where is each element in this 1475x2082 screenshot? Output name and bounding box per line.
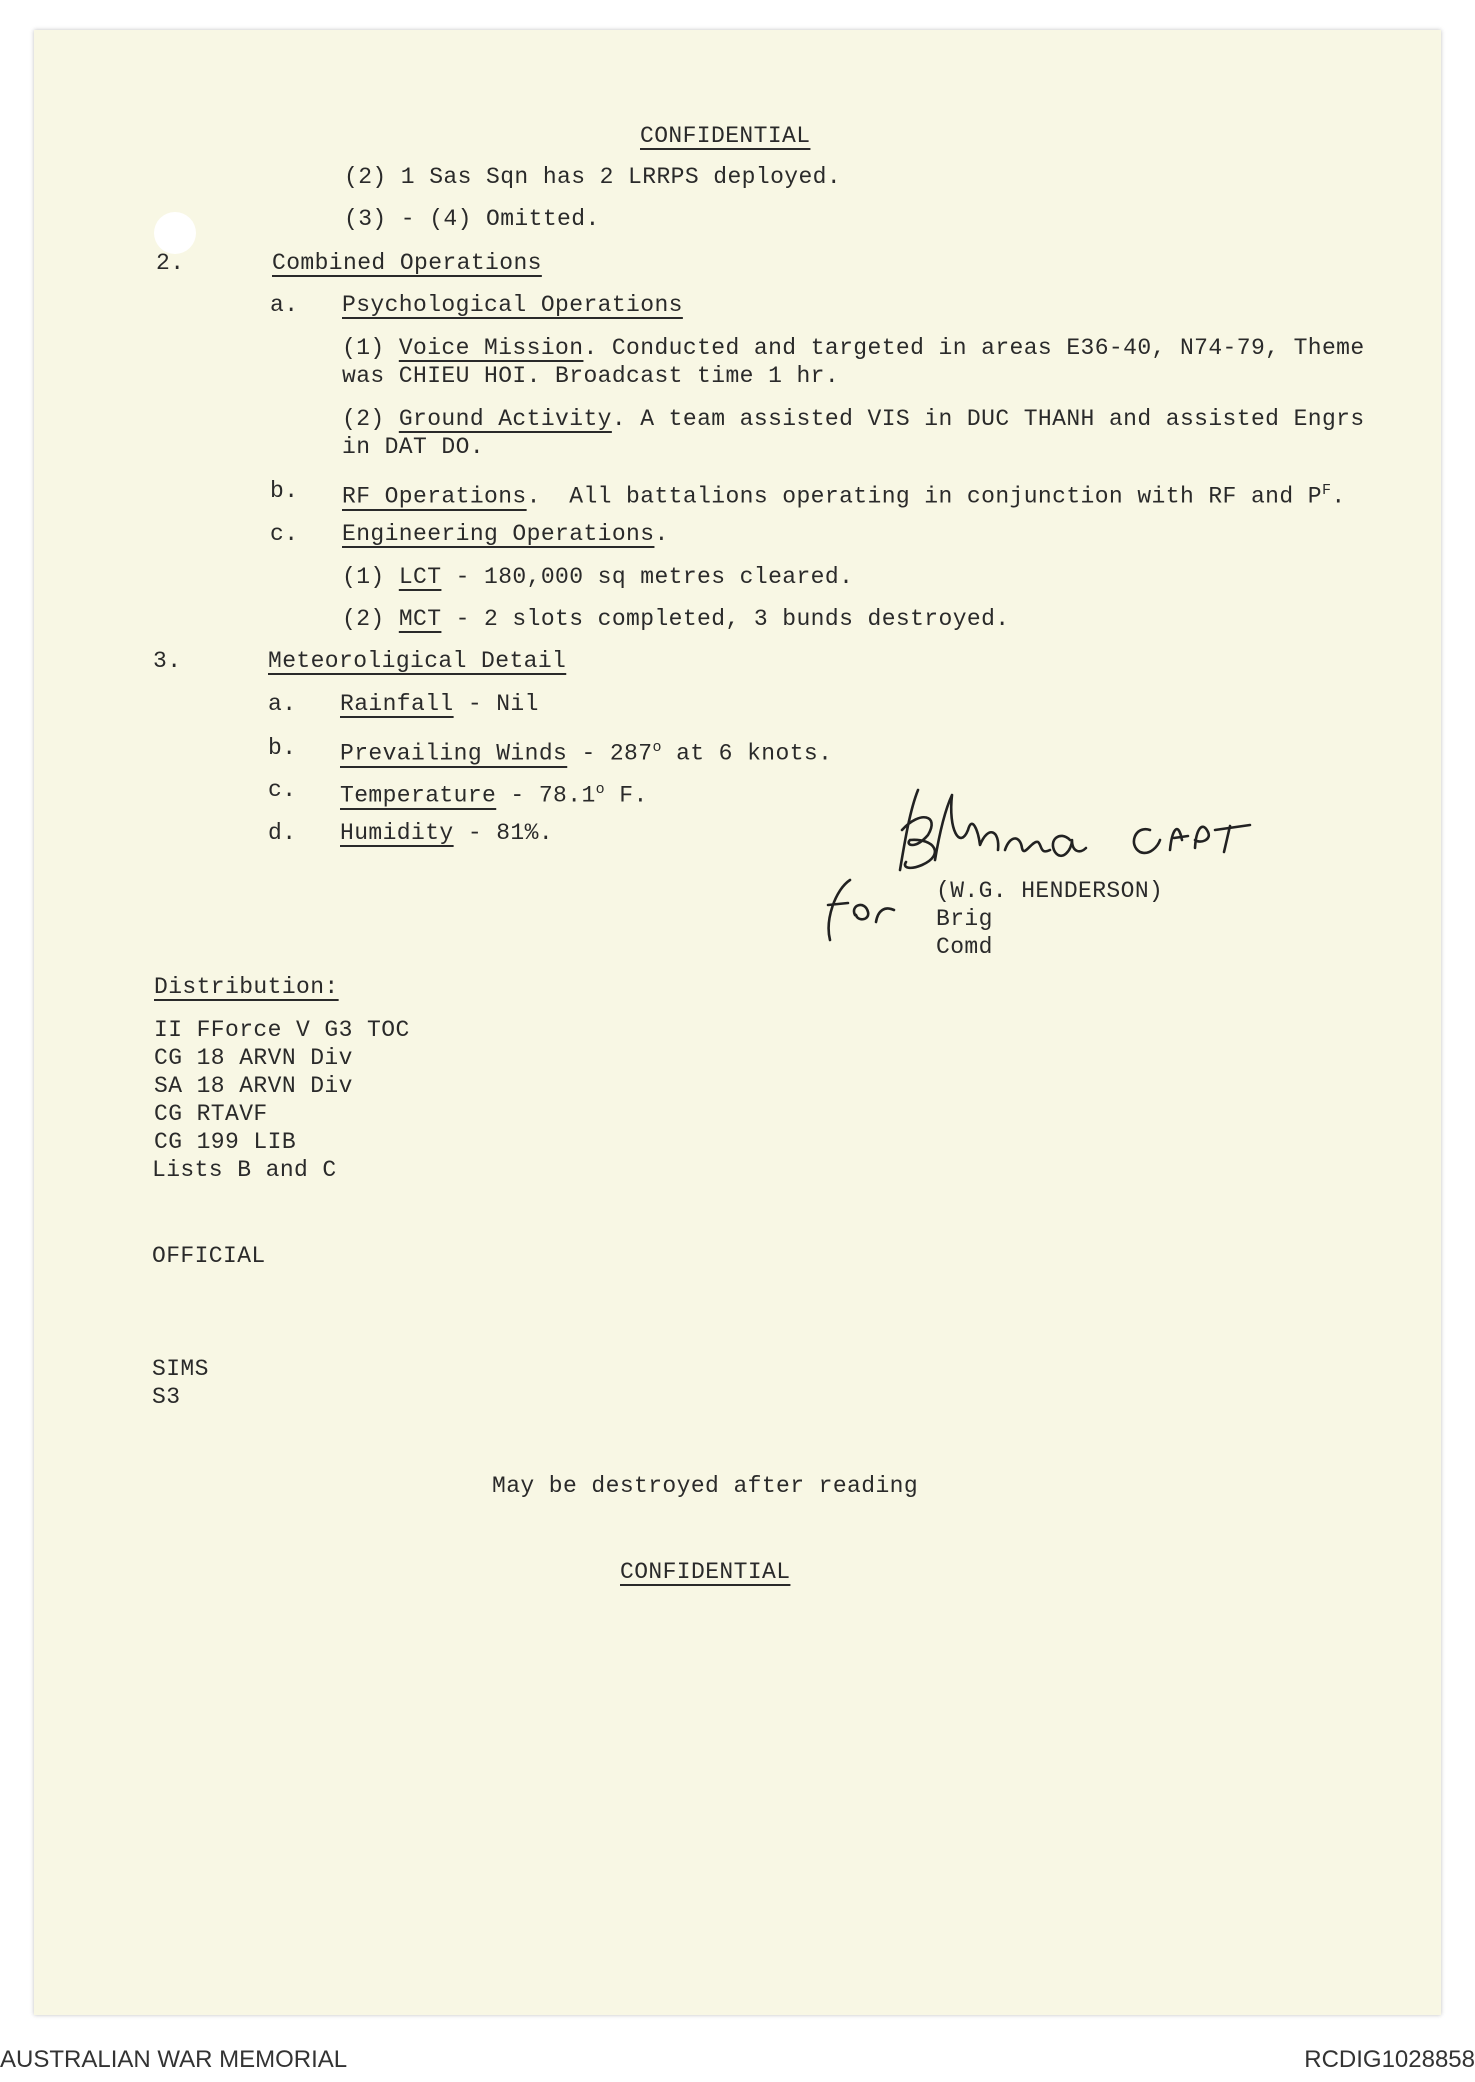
signatory-role: Comd — [936, 934, 993, 960]
rf-operations-line: RF Operations. All battalions operating in conjunction with RF and $P^F$. — [342, 482, 1346, 510]
ground-activity-line-2: in DAT DO. — [342, 434, 485, 460]
voice-mission-line-2: was CHIEU HOI. Broadcast time 1 hr. — [342, 363, 840, 389]
distribution-item: CG RTAVF — [154, 1101, 268, 1127]
official-label: OFFICIAL — [152, 1243, 266, 1269]
section-3-number: 3. — [153, 648, 182, 674]
distribution-item: CG 18 ARVN Div — [154, 1045, 353, 1071]
distribution-item: SA 18 ARVN Div — [154, 1073, 353, 1099]
para-3-line: (3) - (4) Omitted. — [344, 206, 600, 232]
para-2-line: (2) 1 Sas Sqn has 2 LRRPS deployed. — [344, 164, 842, 190]
section-2-number: 2. — [156, 250, 185, 276]
distribution-item: CG 199 LIB — [154, 1129, 297, 1155]
distribution-title: Distribution: — [154, 974, 339, 1000]
section-3b-marker: b. — [268, 735, 297, 761]
section-3d-marker: d. — [268, 820, 297, 846]
section-3c-marker: c. — [268, 777, 297, 803]
humidity-line: Humidity - 81%. — [340, 820, 554, 846]
section-2-title: Combined Operations — [272, 250, 542, 276]
destroy-note: May be destroyed after reading — [492, 1473, 919, 1499]
winds-line: Prevailing Winds - 287$^o$ at 6 knots. — [340, 739, 833, 767]
voice-mission-line-1: (1) Voice Mission. Conducted and targeted in areas E36-40, N74-79, Theme — [342, 335, 1365, 361]
lct-line: (1) LCT - 180,000 sq metres cleared. — [342, 564, 854, 590]
archive-credit: AUSTRALIAN WAR MEMORIAL — [0, 2046, 348, 2073]
section-2a-marker: a. — [270, 292, 299, 318]
distribution-item: Lists B and C — [152, 1157, 337, 1183]
classification-header: CONFIDENTIAL — [640, 123, 811, 149]
engineering-operations-line: Engineering Operations. — [342, 521, 669, 547]
signatory-rank: Brig — [936, 906, 993, 932]
classification-footer: CONFIDENTIAL — [620, 1559, 791, 1585]
punch-hole — [154, 212, 196, 254]
temperature-line: Temperature - 78.1$^o$ F. — [340, 781, 648, 809]
signatory-name: (W.G. HENDERSON) — [936, 878, 1164, 904]
sims-code: S3 — [152, 1384, 181, 1410]
section-2c-marker: c. — [270, 521, 299, 547]
rainfall-line: Rainfall - Nil — [340, 691, 539, 717]
distribution-item: II FForce V G3 TOC — [154, 1017, 410, 1043]
section-3a-marker: a. — [268, 691, 297, 717]
section-3-title: Meteoroligical Detail — [268, 648, 567, 674]
mct-line: (2) MCT - 2 slots completed, 3 bunds destroyed. — [342, 606, 1010, 632]
sims-label: SIMS — [152, 1356, 209, 1382]
handwritten-signature — [810, 770, 1290, 950]
archive-id: RCDIG1028858 — [1304, 2046, 1475, 2073]
ground-activity-line-1: (2) Ground Activity. A team assisted VIS in DUC THANH and assisted Engrs — [342, 406, 1365, 432]
section-2a-title: Psychological Operations — [342, 292, 683, 318]
section-2b-marker: b. — [270, 478, 299, 504]
